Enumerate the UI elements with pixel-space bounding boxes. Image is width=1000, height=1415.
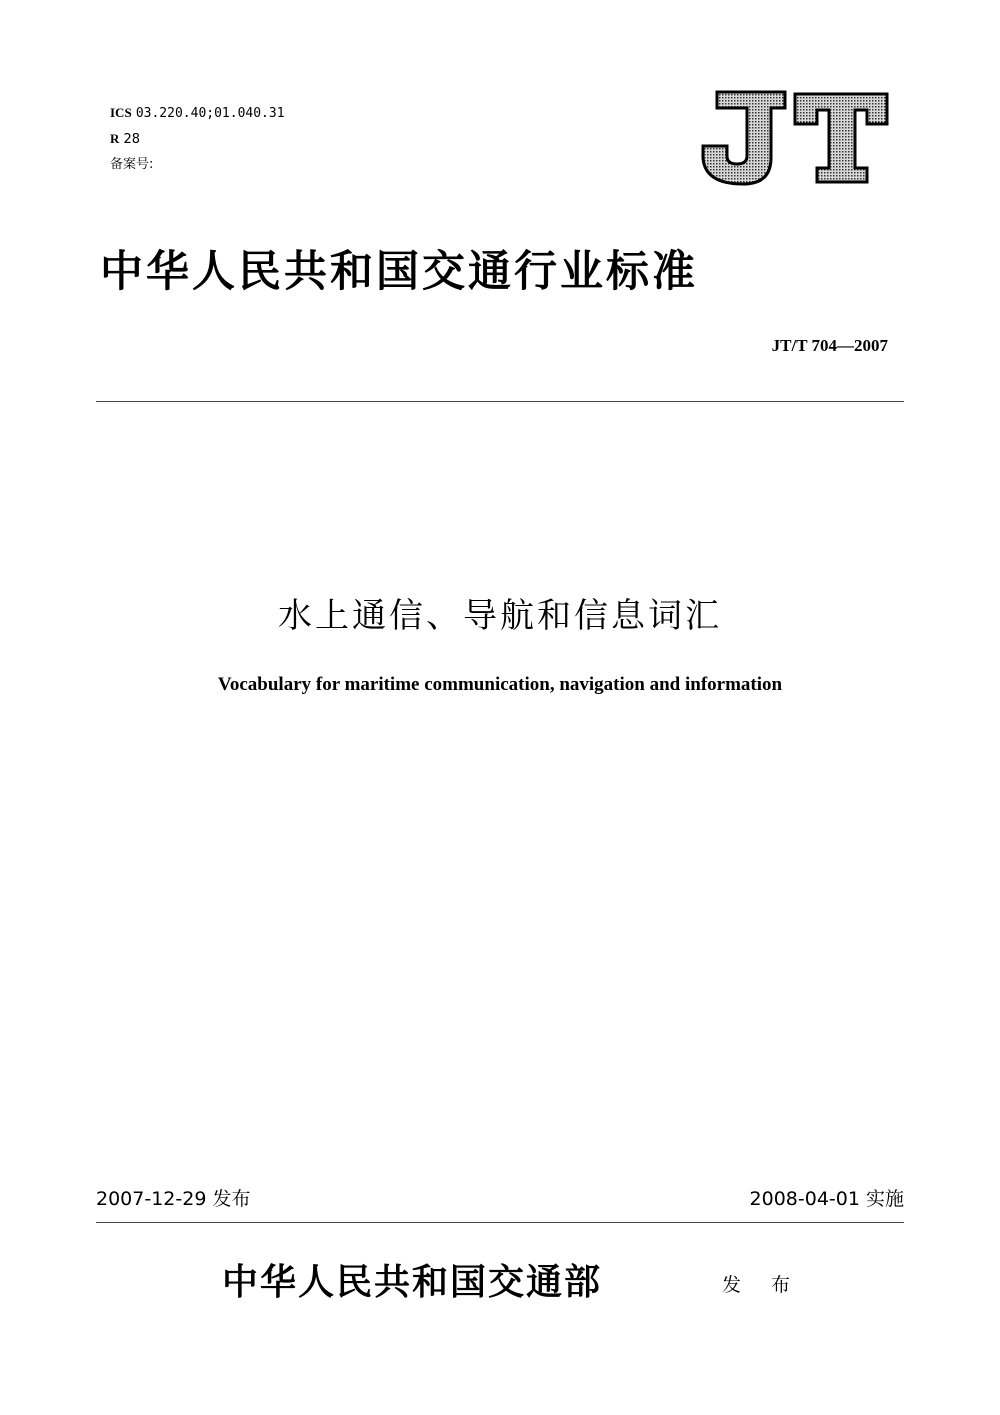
ics-line bbox=[110, 100, 285, 126]
issuing-authority: 中华人民共和国交通部 bbox=[222, 1261, 603, 1303]
main-title: 中华人民共和国交通行业标准 bbox=[100, 247, 698, 297]
document-title-cn: 水上通信、导航和信息词汇 bbox=[278, 596, 722, 636]
standard-number: JT/T 704—2007 bbox=[771, 336, 888, 355]
ics-prefix: ICS bbox=[110, 105, 132, 120]
implementation-date: 2008-04-01 实施 bbox=[749, 1188, 904, 1210]
publish-label: 发 布 bbox=[722, 1274, 803, 1296]
filing-number-label: 备案号: bbox=[110, 157, 154, 172]
logo-letter-j bbox=[703, 92, 785, 184]
jt-logo bbox=[695, 88, 890, 188]
logo-letter-t bbox=[795, 94, 887, 182]
ics-codes: 03.220.40;01.040.31 bbox=[135, 106, 285, 121]
issue-date: 2007-12-29 发布 bbox=[96, 1188, 251, 1210]
ccs-code: 28 bbox=[123, 132, 141, 147]
document-title-en: Vocabulary for maritime communication, navigation and information bbox=[217, 674, 783, 695]
bottom-divider bbox=[96, 1222, 904, 1223]
header-metadata bbox=[110, 100, 285, 177]
ccs-line bbox=[110, 126, 285, 152]
top-divider bbox=[96, 401, 904, 402]
ccs-prefix: R bbox=[110, 131, 120, 146]
